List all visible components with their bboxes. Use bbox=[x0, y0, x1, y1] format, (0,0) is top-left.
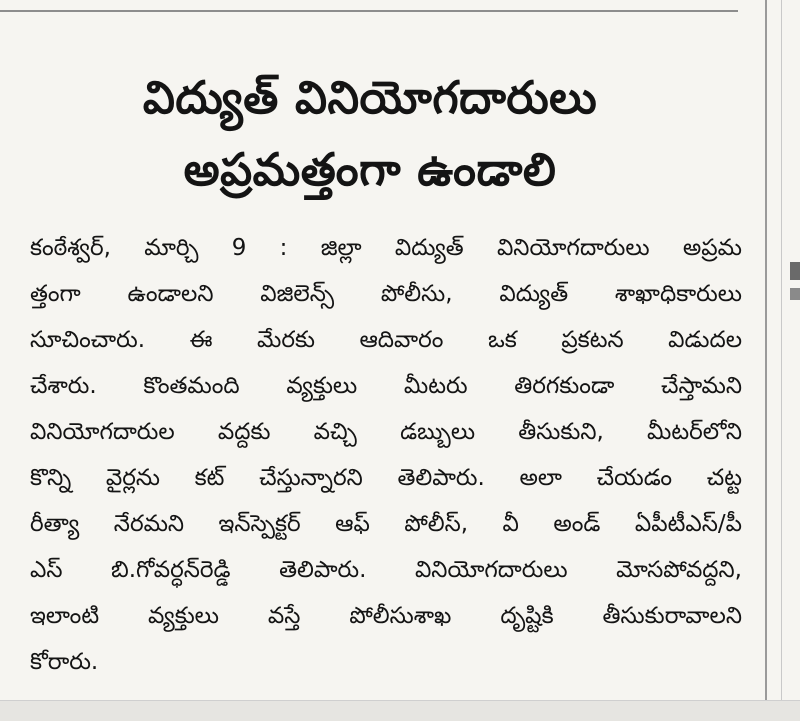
body-line-10: కోరారు. bbox=[30, 649, 99, 675]
body-line-9: ఇలాంటి వ్యక్తులు వస్తే పోలీసుశాఖ దృష్టికి తీసుకురావాలని bbox=[30, 603, 742, 629]
article-body bbox=[30, 225, 742, 685]
body-line-7: రీత్యా నేరమని ఇన్‌స్పెక్టర్ ఆఫ్ పోలీస్, వీ అండ్ ఏపీటీఎస్/పీ bbox=[30, 511, 742, 537]
body-line-5: వినియోగదారుల వద్దకు వచ్చి డబ్బులు తీసుకుని, మీటర్‌లోని bbox=[30, 419, 742, 445]
adjacent-column-edge bbox=[781, 0, 782, 720]
headline-line-1: విద్యుత్ వినియోగదారులు bbox=[142, 71, 598, 124]
bottom-margin-strip bbox=[0, 700, 800, 721]
body-line-1: కంఠేశ్వర్, మార్చి 9 : జిల్లా విద్యుత్ వినియోగదారులు అప్రమ bbox=[30, 235, 742, 261]
body-line-4: చేశారు. కొంతమంది వ్యక్తులు మీటరు తిరగకుండా చేస్తామని bbox=[30, 373, 742, 399]
adjacent-column-fragment bbox=[790, 288, 800, 300]
body-line-8: ఎస్ బి.గోవర్ధన్‌రెడ్డి తెలిపారు. వినియోగదారులు మోసపోవద్దని, bbox=[30, 557, 742, 583]
body-line-6: కొన్ని వైర్లను కట్ చేస్తున్నారని తెలిపారు. అలా చేయడం చట్ట bbox=[30, 465, 742, 491]
column-divider-line bbox=[765, 0, 767, 720]
body-line-2: త్తంగా ఉండాలని విజిలెన్స్ పోలీసు, విద్యుత్ శాఖాధికారులు bbox=[30, 281, 742, 307]
article-headline bbox=[40, 62, 700, 206]
adjacent-column-fragment bbox=[790, 262, 800, 280]
body-line-3: సూచించారు. ఈ మేరకు ఆదివారం ఒక ప్రకటన విడుదల bbox=[30, 327, 742, 353]
headline-line-2: అప్రమత్తంగా ఉండాలి bbox=[183, 143, 557, 196]
top-divider-line bbox=[0, 10, 738, 12]
